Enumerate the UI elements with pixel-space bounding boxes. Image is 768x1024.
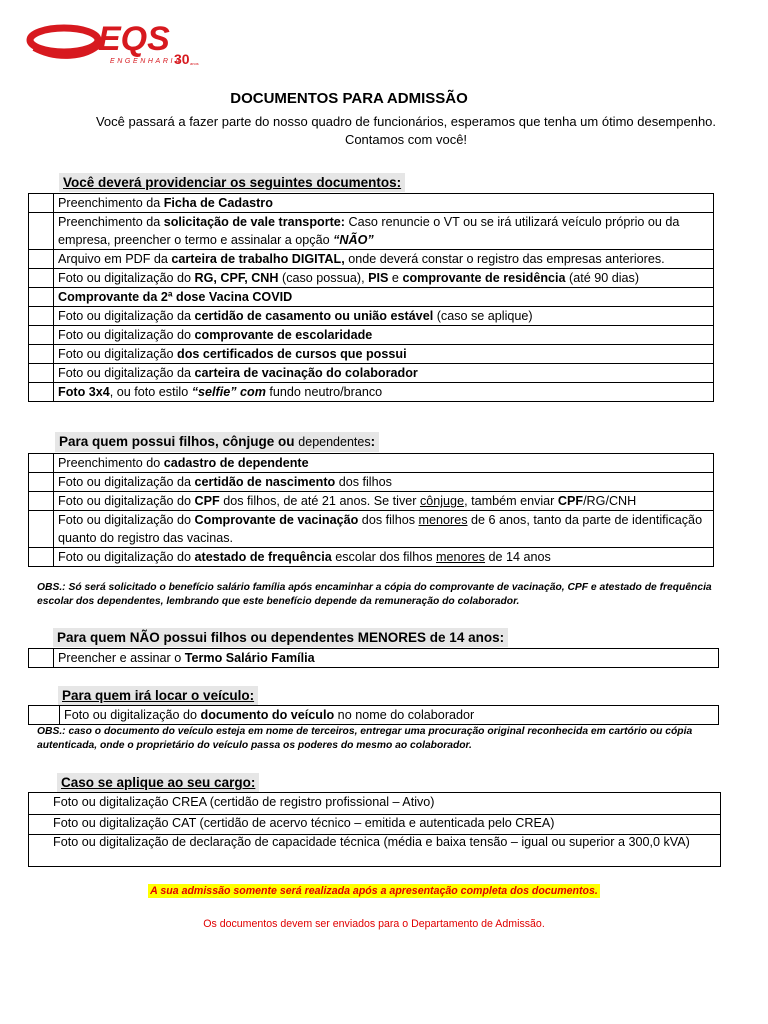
document-item: Foto ou digitalização da certidão de casamento ou união estável (caso se aplique)	[54, 307, 714, 326]
section-vehicle-heading: Para quem irá locar o veículo:	[58, 686, 258, 705]
checkbox-cell	[29, 288, 54, 307]
table-row	[29, 454, 714, 473]
table-row	[29, 706, 719, 725]
table-row	[29, 345, 714, 364]
table-row	[29, 649, 719, 668]
required-documents-table	[28, 193, 714, 402]
logo-anniversary: 30	[174, 51, 190, 67]
logo-subtitle: ENGENHARIA	[110, 58, 183, 65]
dependents-documents-table	[28, 453, 714, 567]
document-item: Comprovante da 2ª dose Vacina COVID	[54, 288, 714, 307]
eqs-logo	[26, 18, 204, 70]
document-item: Foto ou digitalização do documento do veículo no nome do colaborador	[60, 706, 719, 725]
table-row	[29, 194, 714, 213]
document-item: Foto ou digitalização do CPF dos filhos, de até 21 anos. Se tiver cônjuge, também enviar CPF/RG/CNH	[54, 492, 714, 511]
checkbox-cell	[29, 454, 54, 473]
document-item: Foto ou digitalização do atestado de frequência escolar dos filhos menores de 14 anos	[54, 548, 714, 567]
admission-warning: A sua admissão somente será realizada após a apresentação completa dos documentos.	[150, 885, 598, 897]
checkbox-cell	[29, 649, 54, 668]
table-row	[29, 492, 714, 511]
table-row	[29, 364, 714, 383]
document-item: Preenchimento do cadastro de dependente	[54, 454, 714, 473]
intro-line-1: Você passará a fazer parte do nosso quadro de funcionários, esperamos que tenha um ótimo desempenho.	[95, 114, 717, 129]
cat-line: Foto ou digitalização CAT (certidão de acervo técnico – emitida e autenticada pelo CREA)	[53, 816, 555, 830]
divider	[29, 814, 720, 815]
table-row	[29, 511, 714, 548]
document-item: Foto ou digitalização do RG, CPF, CNH (caso possua), PIS e comprovante de residência (até 90 dias)	[54, 269, 714, 288]
table-row	[29, 288, 714, 307]
no-dependents-table	[28, 648, 719, 668]
checkbox-cell	[29, 250, 54, 269]
logo-anniversary-label: anos	[190, 61, 199, 66]
document-item: Preenchimento da solicitação de vale transporte: Caso renuncie o VT ou se irá utilizará veículo próprio ou da empresa, preencher o termo e assinalar a opção “NÃO”	[54, 213, 714, 250]
checkbox-cell	[29, 269, 54, 288]
document-item: Preencher e assinar o Termo Salário Família	[54, 649, 719, 668]
capacity-line: Foto ou digitalização de declaração de capacidade técnica (média e baixa tensão – igual ou superior a 300,0 kVA)	[53, 835, 690, 849]
document-item: Foto 3x4, ou foto estilo “selfie” com fundo neutro/branco	[54, 383, 714, 402]
intro-line-2: Contamos com você!	[344, 132, 468, 147]
table-row	[29, 383, 714, 402]
checkbox-cell	[29, 364, 54, 383]
checkbox-cell	[29, 307, 54, 326]
vehicle-obs-note: OBS.: caso o documento do veículo esteja em nome de terceiros, entregar uma procuração original reconhecida em cartório ou cópia autenticada, onde o proprietário do veículo passa os poderes do mesmo ao colaborador.	[37, 726, 693, 751]
checkbox-cell	[29, 383, 54, 402]
table-row	[29, 213, 714, 250]
page-title: DOCUMENTOS PARA ADMISSÃO	[230, 90, 468, 107]
table-row	[29, 269, 714, 288]
section-no-dependents-heading: Para quem NÃO possui filhos ou dependentes MENORES de 14 anos:	[53, 628, 508, 647]
checkbox-cell	[29, 492, 54, 511]
checkbox-cell	[29, 473, 54, 492]
checkbox-cell	[29, 194, 54, 213]
logo-text: EQS	[98, 20, 170, 58]
document-item: Preenchimento da Ficha de Cadastro	[54, 194, 714, 213]
checkbox-cell	[29, 511, 54, 548]
dependents-obs-note: OBS.: Só será solicitado o benefício salário família após encaminhar a cópia do comprovante de vacinação, CPF e atestado de frequência escolar dos dependentes, lembrando que este benefício depende da remuneração do colaborador.	[37, 582, 712, 607]
logo-swoosh-icon	[30, 28, 100, 56]
checkbox-cell	[29, 345, 54, 364]
table-row	[29, 307, 714, 326]
checkbox-cell	[29, 326, 54, 345]
section-required-documents-heading: Você deverá providenciar os seguintes documentos:	[59, 173, 405, 192]
checkbox-cell	[29, 548, 54, 567]
vehicle-table	[28, 705, 719, 725]
section-job-specific-heading: Caso se aplique ao seu cargo:	[57, 773, 259, 792]
table-row	[29, 473, 714, 492]
checkbox-cell	[29, 213, 54, 250]
submission-note: Os documentos devem ser enviados para o Departamento de Admissão.	[203, 918, 545, 930]
document-item: Arquivo em PDF da carteira de trabalho DIGITAL, onde deverá constar o registro das empresas anteriores.	[54, 250, 714, 269]
table-row	[29, 250, 714, 269]
crea-line: Foto ou digitalização CREA (certidão de registro profissional – Ativo)	[53, 795, 435, 809]
job-specific-box	[28, 792, 721, 867]
document-item: Foto ou digitalização do Comprovante de vacinação dos filhos menores de 6 anos, tanto da parte de identificação quanto do registro das vacinas.	[54, 511, 714, 548]
document-item: Foto ou digitalização do comprovante de escolaridade	[54, 326, 714, 345]
table-row	[29, 326, 714, 345]
document-item: Foto ou digitalização dos certificados de cursos que possui	[54, 345, 714, 364]
checkbox-cell	[29, 706, 60, 725]
document-item: Foto ou digitalização da certidão de nascimento dos filhos	[54, 473, 714, 492]
document-item: Foto ou digitalização da carteira de vacinação do colaborador	[54, 364, 714, 383]
section-dependents-heading: Para quem possui filhos, cônjuge ou dependentes:	[55, 432, 379, 452]
table-row	[29, 548, 714, 567]
